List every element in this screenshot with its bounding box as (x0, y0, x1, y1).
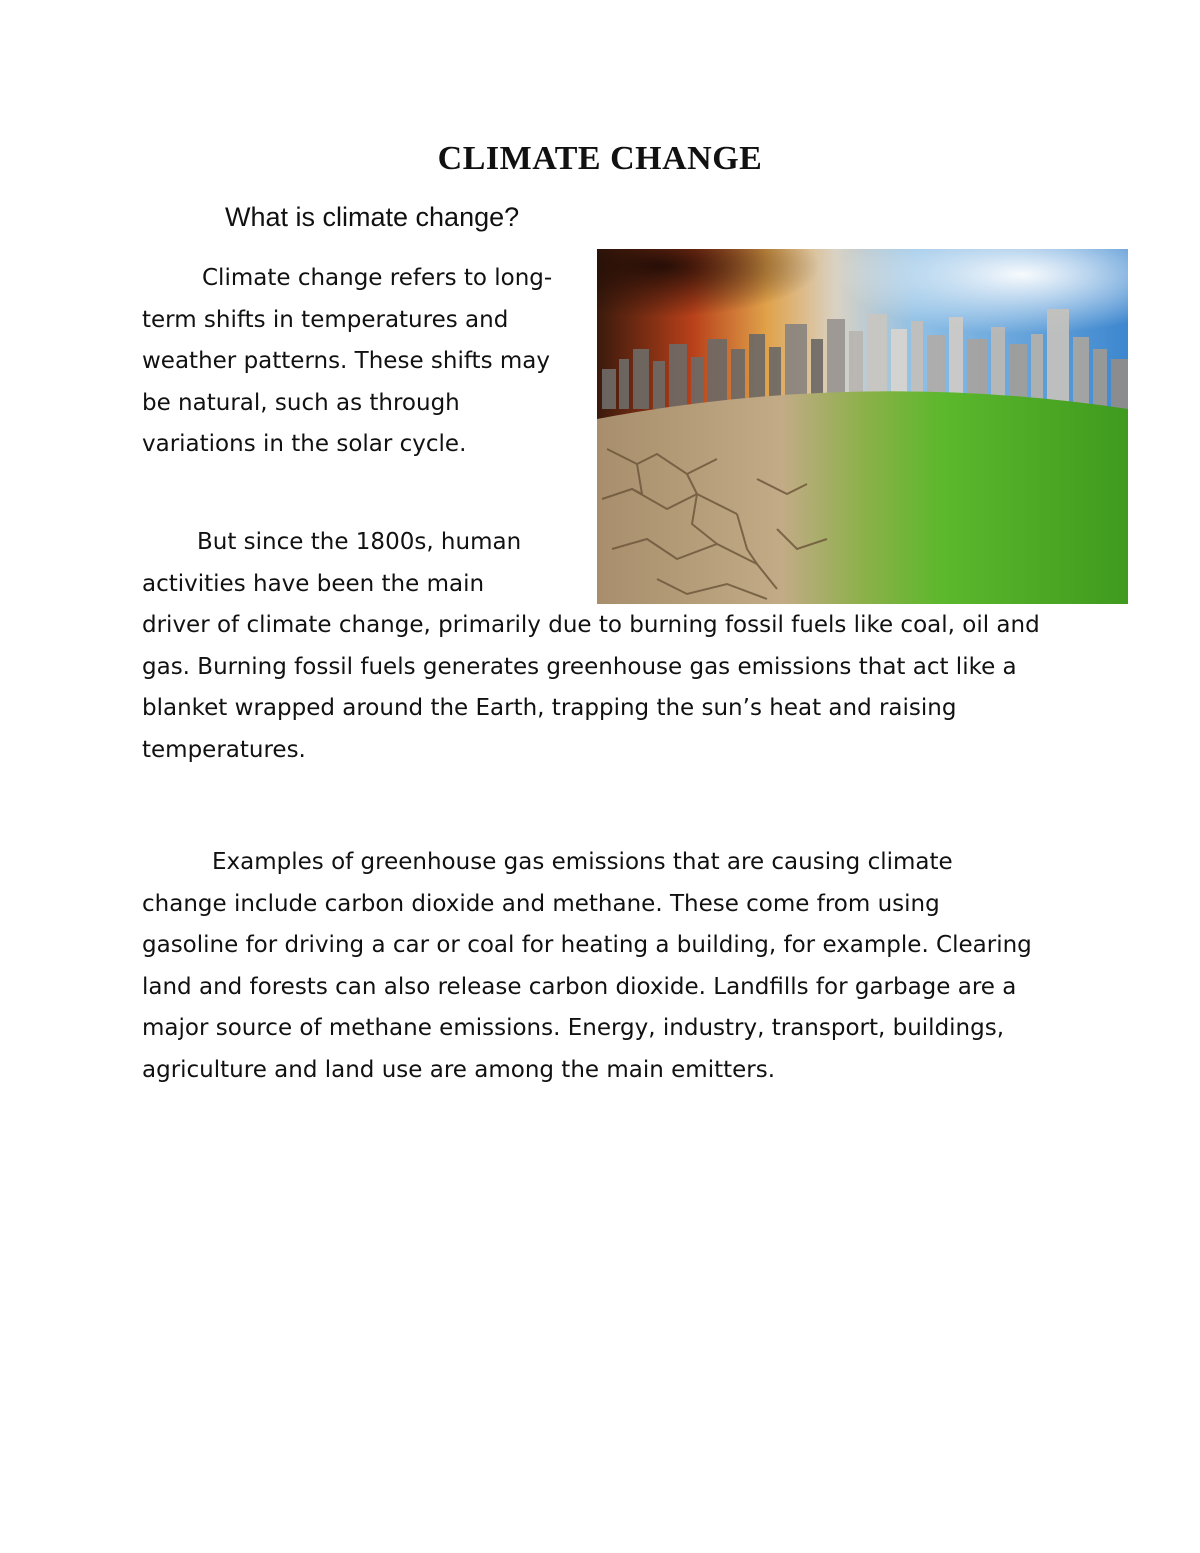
intro-paragraph: Climate change refers to long-term shifts in temperatures and weather patterns. These shifts may be natural, such as through variations in the solar cycle. (142, 265, 553, 457)
ground (597, 391, 1128, 604)
examples-paragraph: Examples of greenhouse gas emissions that are causing climate change include carbon dioxide and methane. These come from using gasoline for driving a car or coal for heating a building, for example. Clearing land and forests can also release carbon dioxide. Landfills for garbage are a major source of methane emissions. Energy, industry, transport, buildings, agriculture and land use are among the main emitters. (142, 849, 1032, 1083)
human-activity-paragraph-start: But since the 1800s, human activities have been the main (142, 529, 522, 597)
section-heading: What is climate change? (225, 202, 520, 232)
climate-contrast-image (597, 249, 1128, 604)
page-title: CLIMATE CHANGE (437, 140, 763, 177)
human-activity-paragraph-continued: driver of climate change, primarily due to burning fossil fuels like coal, oil and gas. Burning fossil fuels generates greenhouse gas emissions that act like a blanket wrapped around the Earth, trapping the sun’s heat and raising temperatures. (142, 612, 1040, 763)
